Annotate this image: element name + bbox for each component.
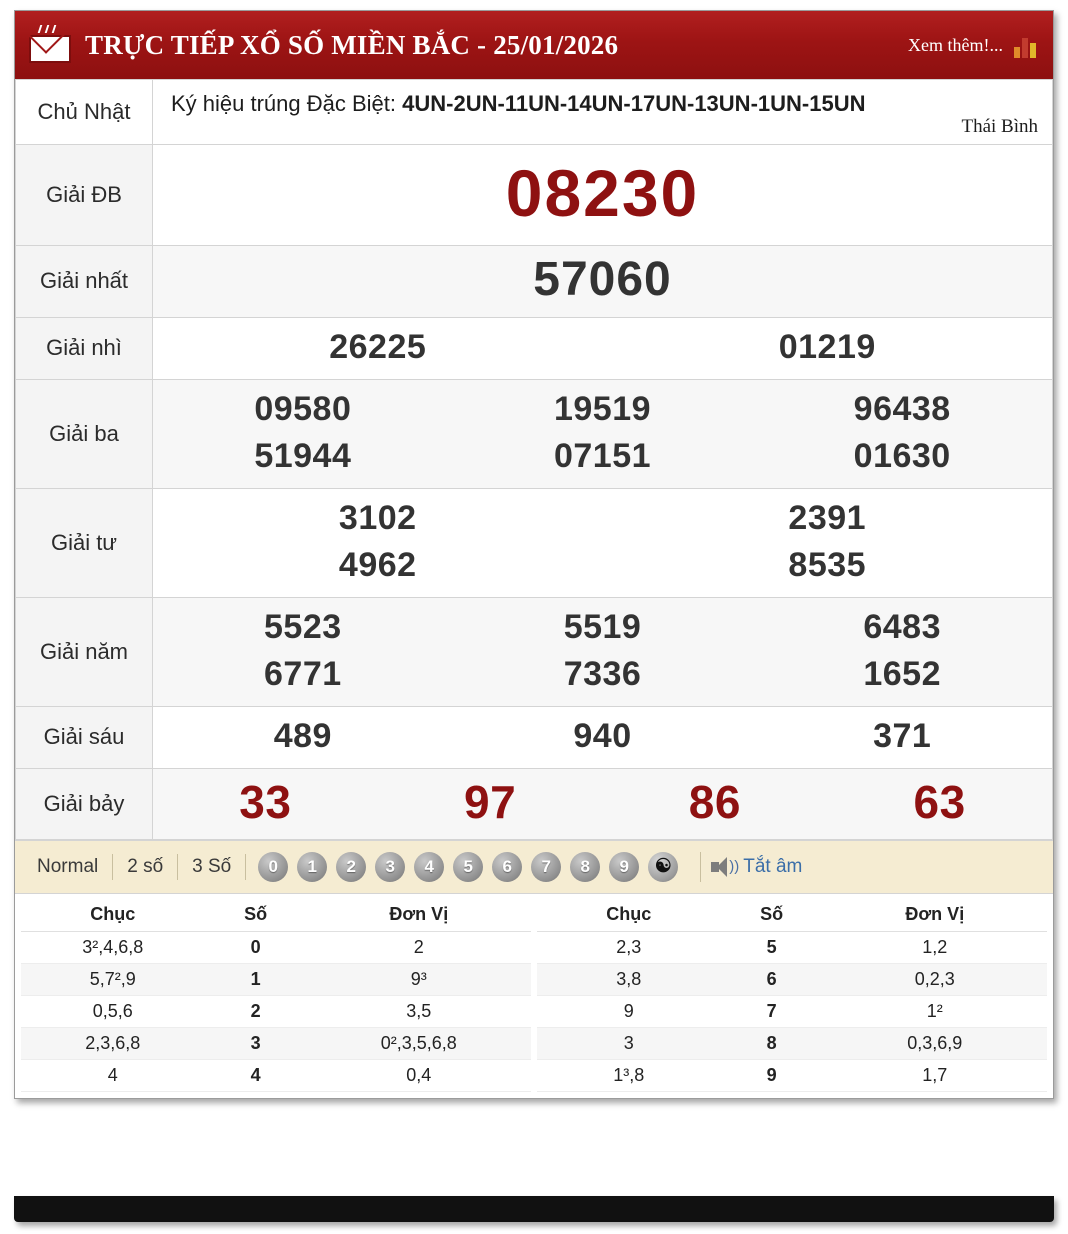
prize-number[interactable]: 63 bbox=[913, 775, 966, 828]
prize-number[interactable]: 08230 bbox=[505, 155, 700, 230]
table-row bbox=[21, 1059, 531, 1091]
prize-number[interactable]: 33 bbox=[239, 775, 292, 828]
prize-values-1 bbox=[153, 245, 1053, 317]
prize-number[interactable]: 07151 bbox=[553, 436, 652, 475]
table-row bbox=[537, 995, 1047, 1027]
prize-label-4: Giải tư bbox=[16, 488, 153, 597]
column-header-number: Số bbox=[721, 898, 823, 932]
prize-row-6 bbox=[16, 706, 1053, 768]
prize-number[interactable]: 19519 bbox=[553, 389, 652, 428]
cell-tens: 2,3 bbox=[537, 931, 721, 963]
digit-ball-7[interactable]: 7 bbox=[531, 852, 561, 882]
mute-label: Tắt âm bbox=[743, 855, 803, 877]
cell-tens: 2,3,6,8 bbox=[21, 1027, 205, 1059]
yin-yang-ball[interactable] bbox=[648, 852, 678, 882]
table-row bbox=[21, 963, 531, 995]
frequency-tables bbox=[15, 894, 1053, 1098]
prize-values-7 bbox=[153, 768, 1053, 839]
column-header-tens: Chục bbox=[537, 898, 721, 932]
prize-number[interactable]: 489 bbox=[273, 716, 332, 755]
prize-row-3 bbox=[16, 379, 1053, 488]
cell-number: 8 bbox=[721, 1027, 823, 1059]
prize-row-db bbox=[16, 144, 1053, 245]
cell-units: 0,3,6,9 bbox=[823, 1027, 1047, 1059]
prize-number[interactable]: 97 bbox=[464, 775, 517, 828]
prize-values-db bbox=[153, 144, 1053, 245]
cell-tens: 1³,8 bbox=[537, 1059, 721, 1091]
cell-units: 1,2 bbox=[823, 931, 1047, 963]
column-header-number: Số bbox=[205, 898, 307, 932]
prize-number[interactable]: 01630 bbox=[853, 436, 951, 475]
digit-ball-5[interactable]: 5 bbox=[453, 852, 483, 882]
prize-number[interactable]: 09580 bbox=[254, 389, 352, 428]
speaker-wave-icon: )) bbox=[729, 857, 740, 875]
results-table bbox=[15, 79, 1053, 840]
cell-units: 1,7 bbox=[823, 1059, 1047, 1091]
cell-number: 5 bbox=[721, 931, 823, 963]
prize-number[interactable]: 8535 bbox=[788, 545, 867, 584]
digit-filter-balls bbox=[246, 852, 690, 882]
yin-yang-icon: ☯ bbox=[654, 856, 672, 878]
table-row bbox=[21, 1027, 531, 1059]
cell-number: 7 bbox=[721, 995, 823, 1027]
toolbar-divider bbox=[700, 852, 701, 882]
prize-label-2: Giải nhì bbox=[16, 317, 153, 379]
bar-chart-icon[interactable] bbox=[1013, 32, 1039, 58]
table-row bbox=[537, 1059, 1047, 1091]
prize-label-5: Giải năm bbox=[16, 597, 153, 706]
special-key-value: 4UN-2UN-11UN-14UN-17UN-13UN-1UN-15UN bbox=[402, 91, 866, 116]
see-more-link[interactable]: Xem thêm!... bbox=[908, 34, 1003, 55]
weekday-label: Chủ Nhật bbox=[16, 80, 153, 145]
prize-number[interactable]: 6483 bbox=[863, 607, 941, 646]
cell-units: 1² bbox=[823, 995, 1047, 1027]
prize-label-db: Giải ĐB bbox=[16, 144, 153, 245]
cell-number: 4 bbox=[205, 1059, 307, 1091]
cell-units: 3,5 bbox=[307, 995, 531, 1027]
prize-number[interactable]: 4962 bbox=[338, 545, 417, 584]
cell-number: 2 bbox=[205, 995, 307, 1027]
prize-row-2 bbox=[16, 317, 1053, 379]
prize-number[interactable]: 3102 bbox=[338, 498, 417, 537]
table-row bbox=[537, 963, 1047, 995]
table-header-row bbox=[21, 898, 531, 932]
prize-row-5 bbox=[16, 597, 1053, 706]
prize-number[interactable]: 2391 bbox=[788, 498, 867, 537]
header-actions bbox=[908, 32, 1039, 58]
prize-number[interactable]: 26225 bbox=[329, 327, 427, 366]
digit-ball-9[interactable]: 9 bbox=[609, 852, 639, 882]
column-header-units: Đơn Vị bbox=[823, 898, 1047, 932]
cell-tens: 5,7²,9 bbox=[21, 963, 205, 995]
prize-label-1: Giải nhất bbox=[16, 245, 153, 317]
prize-label-6: Giải sáu bbox=[16, 706, 153, 768]
mute-toggle[interactable] bbox=[711, 856, 802, 878]
prize-number[interactable]: 1652 bbox=[863, 654, 941, 693]
mode-2-digits[interactable]: 2 số bbox=[113, 854, 178, 880]
prize-number[interactable]: 6771 bbox=[264, 654, 342, 693]
prize-number[interactable]: 371 bbox=[873, 716, 932, 755]
prize-values-3 bbox=[153, 379, 1053, 488]
digit-ball-6[interactable]: 6 bbox=[492, 852, 522, 882]
prize-row-1 bbox=[16, 245, 1053, 317]
cell-tens: 3 bbox=[537, 1027, 721, 1059]
result-card bbox=[14, 10, 1054, 1099]
prize-number[interactable]: 01219 bbox=[778, 327, 876, 366]
cell-units: 9³ bbox=[307, 963, 531, 995]
cell-number: 1 bbox=[205, 963, 307, 995]
table-header-row bbox=[537, 898, 1047, 932]
frequency-table-left bbox=[21, 898, 531, 1092]
digit-ball-8[interactable]: 8 bbox=[570, 852, 600, 882]
prize-number[interactable]: 5519 bbox=[563, 607, 642, 646]
frequency-table-right bbox=[537, 898, 1047, 1092]
prize-values-4 bbox=[153, 488, 1053, 597]
page-header bbox=[15, 11, 1053, 79]
prize-number[interactable]: 51944 bbox=[254, 436, 352, 475]
speaker-icon bbox=[711, 856, 740, 878]
page-title: TRỰC TIẾP XỔ SỐ MIỀN BẮC - 25/01/2026 bbox=[85, 29, 619, 60]
column-header-units: Đơn Vị bbox=[307, 898, 531, 932]
cell-number: 6 bbox=[721, 963, 823, 995]
prize-number[interactable]: 57060 bbox=[533, 252, 672, 306]
prize-label-7: Giải bảy bbox=[16, 768, 153, 839]
meta-row bbox=[16, 80, 1053, 145]
cell-number: 3 bbox=[205, 1027, 307, 1059]
cell-number: 0 bbox=[205, 931, 307, 963]
cell-tens: 3²,4,6,8 bbox=[21, 931, 205, 963]
display-toolbar bbox=[15, 840, 1053, 894]
special-key-label: Ký hiệu trúng Đặc Biệt: bbox=[171, 91, 397, 116]
table-row bbox=[537, 931, 1047, 963]
table-row bbox=[21, 995, 531, 1027]
table-row bbox=[21, 931, 531, 963]
prize-number[interactable]: 96438 bbox=[853, 389, 951, 428]
mail-icon bbox=[27, 25, 73, 65]
prize-values-2 bbox=[153, 317, 1053, 379]
table-row bbox=[537, 1027, 1047, 1059]
prize-label-3: Giải ba bbox=[16, 379, 153, 488]
prize-values-6 bbox=[153, 706, 1053, 768]
special-key-cell bbox=[153, 80, 1053, 145]
digit-ball-2[interactable]: 2 bbox=[336, 852, 366, 882]
prize-values-5 bbox=[153, 597, 1053, 706]
cell-units: 0²,3,5,6,8 bbox=[307, 1027, 531, 1059]
prize-number[interactable]: 5523 bbox=[264, 607, 342, 646]
footer-bar bbox=[14, 1196, 1054, 1222]
cell-units: 0,2,3 bbox=[823, 963, 1047, 995]
prize-row-7 bbox=[16, 768, 1053, 839]
cell-units: 0,4 bbox=[307, 1059, 531, 1091]
column-header-tens: Chục bbox=[21, 898, 205, 932]
prize-number[interactable]: 940 bbox=[573, 716, 632, 755]
province-label: Thái Bình bbox=[961, 115, 1038, 137]
cell-tens: 4 bbox=[21, 1059, 205, 1091]
digit-ball-4[interactable]: 4 bbox=[414, 852, 444, 882]
cell-units: 2 bbox=[307, 931, 531, 963]
prize-number[interactable]: 7336 bbox=[563, 654, 642, 693]
prize-number[interactable]: 86 bbox=[688, 775, 741, 828]
prize-row-4 bbox=[16, 488, 1053, 597]
cell-number: 9 bbox=[721, 1059, 823, 1091]
cell-tens: 3,8 bbox=[537, 963, 721, 995]
cell-tens: 0,5,6 bbox=[21, 995, 205, 1027]
mode-normal[interactable]: Normal bbox=[25, 854, 113, 880]
digit-ball-1[interactable]: 1 bbox=[297, 852, 327, 882]
cell-tens: 9 bbox=[537, 995, 721, 1027]
digit-ball-3[interactable]: 3 bbox=[375, 852, 405, 882]
mode-3-digits[interactable]: 3 Số bbox=[178, 854, 246, 880]
digit-ball-0[interactable]: 0 bbox=[258, 852, 288, 882]
